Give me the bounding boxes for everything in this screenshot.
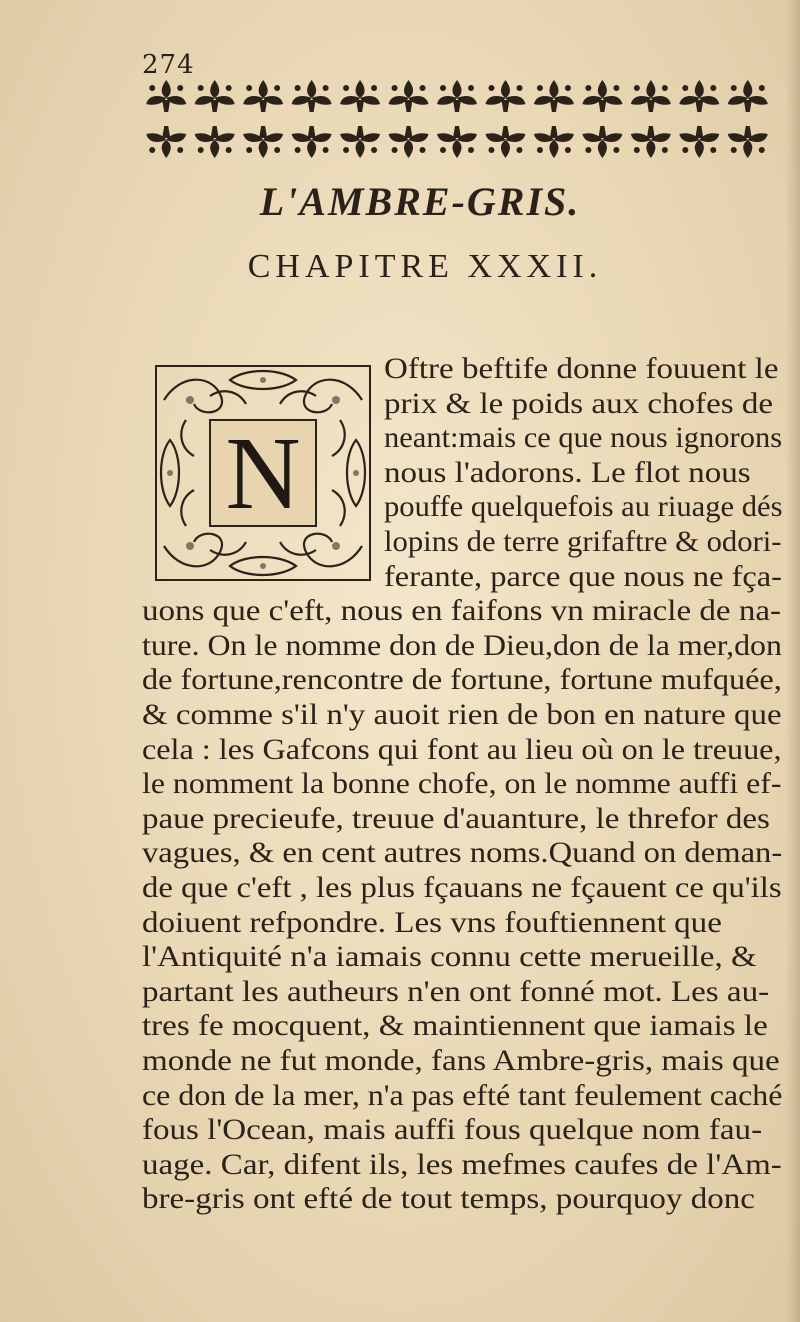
fleuron-icon [728,126,768,158]
text-line: ce don de la mer, n'a pas efté tant feulement caché [142,1079,783,1112]
fleuron-icon [243,80,283,112]
fleuron-icon [195,80,235,112]
text-line: uons que c'eft, nous en faifons vn miracle de na- [142,595,782,628]
fleuron-icon [292,126,332,158]
text-line: ture. On le nomme don de Dieu,don de la mer,don [142,629,782,662]
fleuron-icon [389,126,429,158]
text-line: uage. Car, difent ils, les mefmes caufes de l'Am- [142,1148,782,1181]
text-line: tres fe mocquent, & maintiennent que iamais le [142,1010,768,1043]
text-line: cela : les Gafcons qui font au lieu où on le treuue, [142,733,782,766]
text-line: monde ne fut monde, fans Ambre-gris, mais que [142,1045,780,1077]
fleuron-icon [146,126,186,158]
drop-cap-letter: N [225,415,301,531]
fleuron-icon [534,80,574,112]
fleuron-icon [582,80,622,112]
text-line: & comme s'il n'y auoit rien de bon en nature que [142,699,782,731]
text-line: fous l'Ocean, mais auffi fous quelque nom fau- [142,1114,763,1147]
fleuron-icon [437,80,477,112]
fleuron-icon [679,126,719,158]
fleuron-icon [146,80,186,112]
text-line: de fortune,rencontre de fortune, fortune mufquée, [142,664,782,697]
text-line: de que c'eft , les plus fçauans ne fçauent ce qu'ils [142,872,782,904]
fleuron-icon [340,80,380,112]
fleuron-icon [679,80,719,112]
fleuron-icon [292,80,332,112]
fleuron-icon [389,80,429,112]
fleuron-icon [485,80,525,112]
text-line: prix & le poids aux chofes de [384,387,774,420]
text-line: partant les autheurs n'en ont fonné mot. Les au- [142,975,770,1008]
fleuron-icon [582,126,622,158]
text-line: paue precieufe, treuue d'auanture, le threfor des [142,802,770,835]
text-line: doiuent refpondre. Les vns fouftiennent que [142,906,722,939]
fleuron-icon [534,126,574,158]
fleuron-icon [437,126,477,158]
text-line: Oftre beftife donne fouuent le [384,353,779,385]
running-title: L'AMBRE-GRIS. [259,179,581,224]
fleuron-icon [340,126,380,158]
fleuron-ornament-band [142,72,772,168]
fleuron-icon [243,126,283,158]
drop-cap [150,360,376,586]
text-line: ferante, parce que nous ne fça- [384,560,782,593]
text-line: lopins de terre grifaftre & odori- [384,526,782,558]
fleuron-icon [195,126,235,158]
text-line: nous l'adorons. Le flot nous [384,456,751,489]
text-line: l'Antiquité n'a iamais connu cette merueille, & [142,941,757,974]
fleuron-icon [485,126,525,158]
page-number: 274 [142,50,195,80]
fleuron-icon [631,126,671,158]
fleuron-icon [728,80,768,112]
text-line: bre-gris ont efté de tout temps, pourquoy donc [142,1183,755,1216]
chapter-heading: CHAPITRE XXXII. [247,248,603,285]
text-line: pouffe quelquefois au riuage dés [384,491,783,524]
text-line: vagues, & en cent autres noms.Quand on deman- [142,837,783,870]
text-line: le nomment la bonne chofe, on le nomme auffi ef- [142,768,782,801]
text-line: neant:mais ce que nous ignorons [384,422,783,455]
fleuron-icon [631,80,671,112]
